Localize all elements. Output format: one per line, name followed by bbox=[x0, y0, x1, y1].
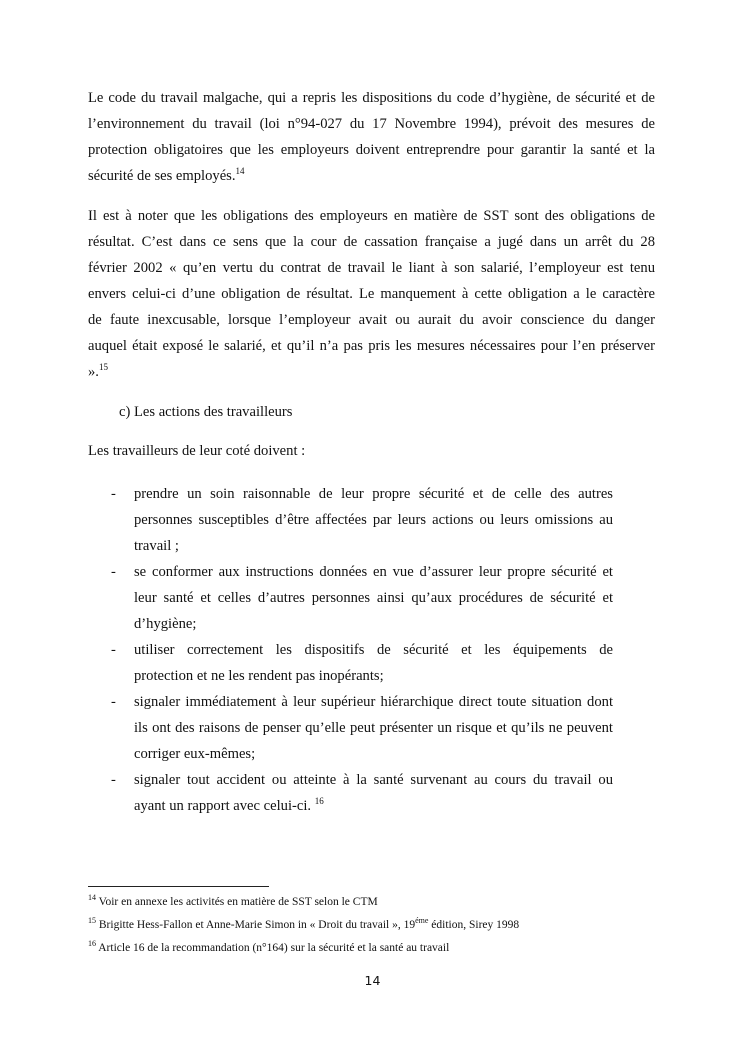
dash-marker: - bbox=[111, 642, 116, 658]
list-item bbox=[111, 689, 613, 767]
footnote-14 bbox=[88, 891, 688, 914]
text-line: leur santé et celles d’autres personnes ainsi qu’aux procédures de sécurité et bbox=[134, 590, 613, 606]
footnote-15 bbox=[88, 914, 688, 937]
footnote-text-tail: édition, Sirey 1998 bbox=[428, 919, 520, 931]
text-line: d’hygiène; bbox=[134, 616, 197, 632]
section-heading: c) Les actions des travailleurs bbox=[119, 404, 293, 420]
text-line: l’environnement du travail (loi n°94-027 du 17 Novembre 1994), prévoit des mesures de bbox=[88, 116, 655, 132]
text-line: ils ont des raisons de penser qu’elle peut présenter un risque et qu’ils ne peuvent bbox=[134, 720, 613, 736]
text-line-content: sécurité de ses employés. bbox=[88, 168, 236, 184]
text-line: auquel était exposé le salarié, et qu’il n’a pas pris les mesures nécessaires pour l’en préserver bbox=[88, 338, 655, 354]
footnote-number: 14 bbox=[88, 893, 96, 903]
text-line-content: ayant un rapport avec celui-ci. bbox=[134, 798, 315, 814]
text-line-last bbox=[88, 163, 655, 189]
dash-marker: - bbox=[111, 772, 116, 788]
text-line: corriger eux-mêmes; bbox=[134, 746, 256, 762]
list-item bbox=[111, 767, 613, 819]
dash-marker: - bbox=[111, 564, 116, 580]
text-line: de faute inexcusable, lorsque l’employeur avait ou aurait du avoir conscience du danger bbox=[88, 312, 655, 328]
text-line: se conformer aux instructions données en vue d’assurer leur propre sécurité et bbox=[134, 564, 613, 580]
text-line: signaler tout accident ou atteinte à la santé survenant au cours du travail ou bbox=[134, 772, 613, 788]
page-number: 14 bbox=[364, 973, 381, 988]
footnote-ref-15[interactable]: 15 bbox=[98, 362, 108, 373]
text-line: signaler immédiatement à leur supérieur hiérarchique direct toute situation dont bbox=[134, 694, 613, 710]
text-line-last bbox=[88, 359, 655, 385]
text-line: février 2002 « qu’en vertu du contrat de travail le liant à son salarié, l’employeur est tenu bbox=[88, 260, 655, 276]
text-line: utiliser correctement les dispositifs de sécurité et les équipements de bbox=[134, 642, 613, 658]
footnote-number: 16 bbox=[88, 939, 96, 949]
text-line: Il est à noter que les obligations des employeurs en matière de SST sont des obligations de bbox=[88, 208, 655, 224]
text-line-last bbox=[134, 793, 613, 819]
footnote-number: 15 bbox=[88, 916, 96, 926]
text-line-content: ». bbox=[88, 364, 99, 380]
footnote-ref-14[interactable]: 14 bbox=[235, 166, 245, 177]
paragraph-code-travail bbox=[88, 85, 655, 189]
text-line: travail ; bbox=[134, 538, 179, 554]
text-line: protection obligatoires que les employeurs doivent entreprendre pour garantir la santé et la bbox=[88, 142, 655, 158]
footnote-ref-16[interactable]: 16 bbox=[314, 796, 324, 807]
ordinal-suffix: éme bbox=[415, 916, 429, 926]
footnote-text: Voir en annexe les activités en matière de SST selon le CTM bbox=[96, 896, 378, 908]
footnote-separator bbox=[88, 886, 269, 887]
footnote-16 bbox=[88, 937, 688, 960]
text-line: prendre un soin raisonnable de leur propre sécurité et de celle des autres bbox=[134, 486, 613, 502]
footnote-text: Article 16 de la recommandation (n°164) sur la sécurité et la santé au travail bbox=[96, 942, 450, 954]
list-item bbox=[111, 481, 613, 559]
text-line: personnes susceptibles d’être affectées par leurs actions ou leurs omissions au bbox=[134, 512, 613, 528]
footnote-text: Brigitte Hess-Fallon et Anne-Marie Simon in « Droit du travail », 19 bbox=[96, 919, 416, 931]
paragraph-obligations-employeurs bbox=[88, 203, 655, 385]
dash-marker: - bbox=[111, 694, 116, 710]
list-item bbox=[111, 559, 613, 637]
text-line: résultat. C’est dans ce sens que la cour de cassation française a jugé dans un arrêt du 28 bbox=[88, 234, 655, 250]
footnotes bbox=[88, 891, 688, 960]
text-line: envers celui-ci d’une obligation de résultat. Le manquement à cette obligation a le caractère bbox=[88, 286, 655, 302]
intro-text: Les travailleurs de leur coté doivent : bbox=[88, 443, 306, 459]
list-item bbox=[111, 637, 613, 689]
dash-marker: - bbox=[111, 486, 116, 502]
text-line: Le code du travail malgache, qui a repris les dispositions du code d’hygiène, de sécurité et de bbox=[88, 90, 655, 106]
text-line: protection et ne les rendent pas inopérants; bbox=[134, 668, 384, 684]
obligations-list bbox=[111, 481, 613, 819]
